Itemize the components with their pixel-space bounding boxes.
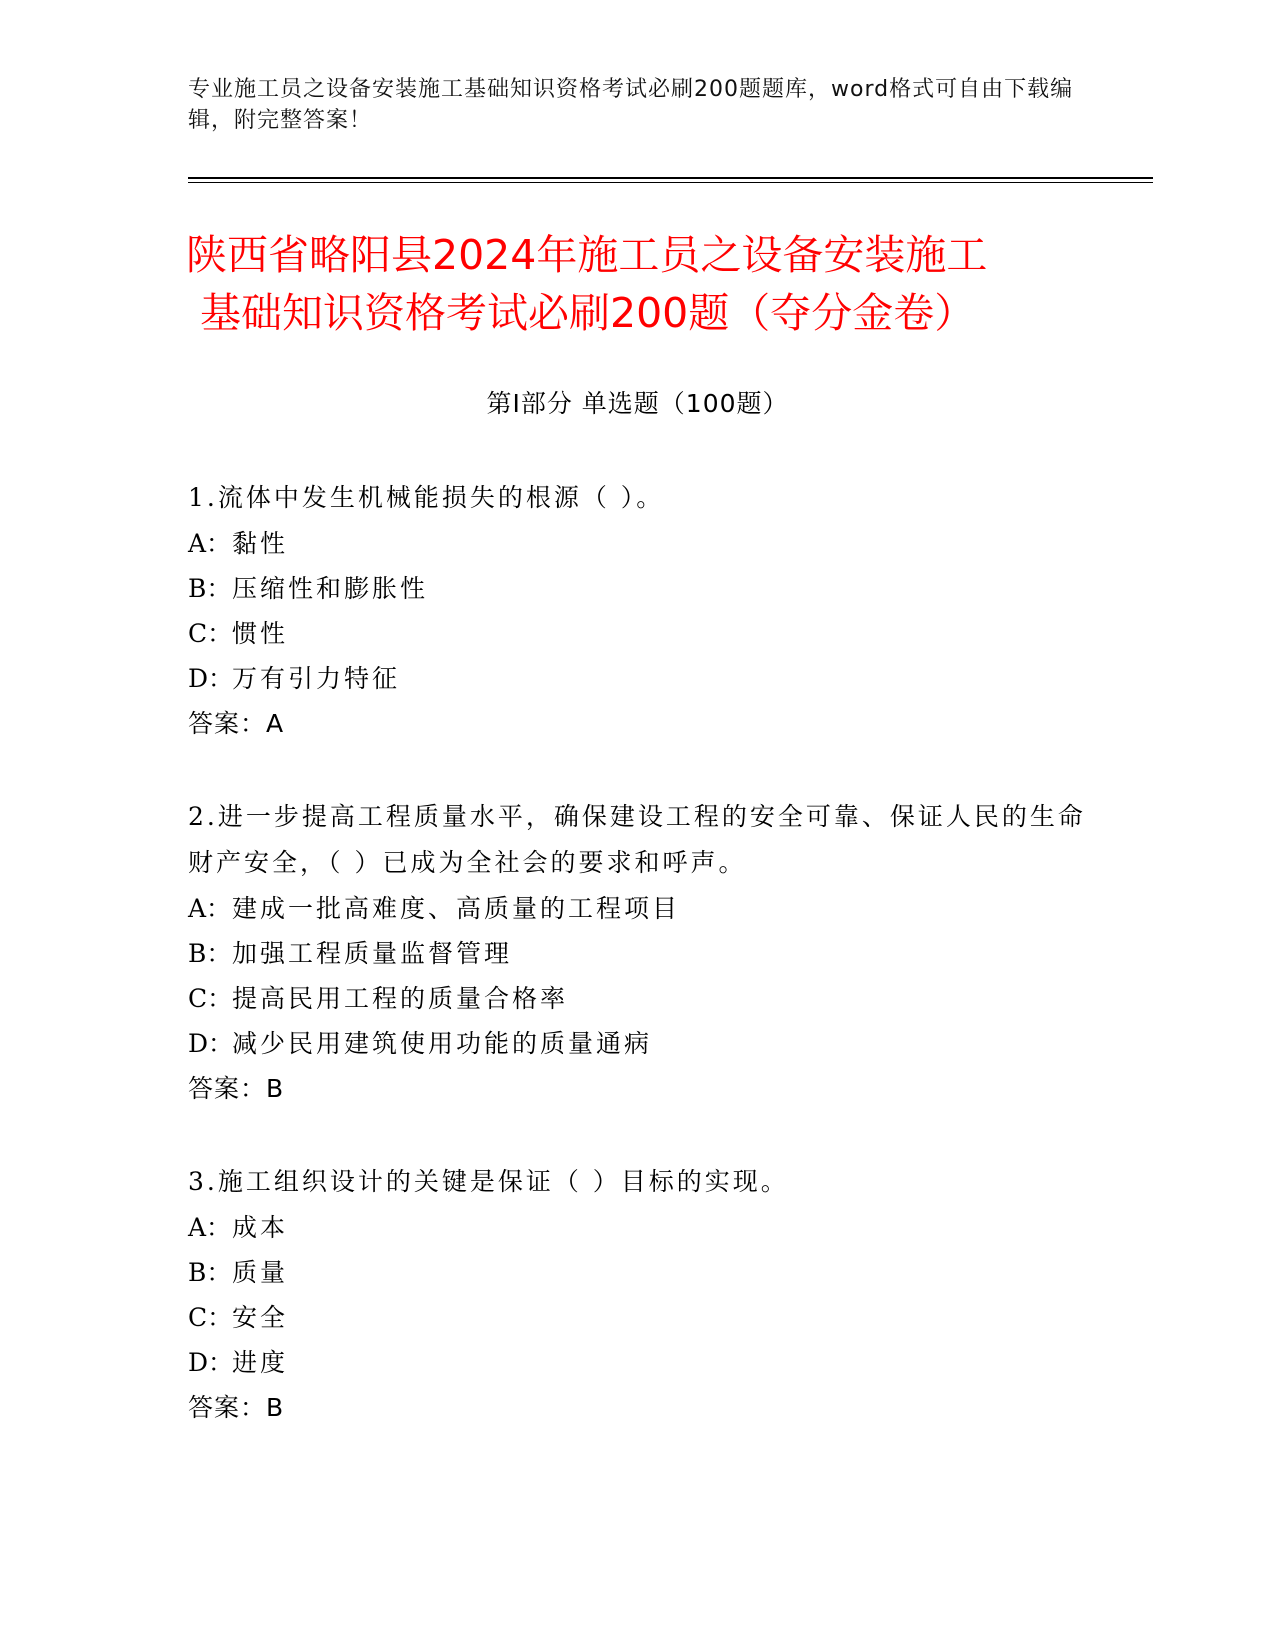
option-text: 成本: [232, 1213, 289, 1242]
option-text: 建成一批高难度、高质量的工程项目: [232, 894, 681, 923]
option-key: A：: [188, 1213, 232, 1242]
question-2: [188, 794, 1088, 1112]
option-a: [188, 1205, 1088, 1250]
option-text: 提高民用工程的质量合格率: [232, 984, 569, 1013]
option-text: 万有引力特征: [232, 664, 401, 693]
option-key: C：: [188, 1303, 233, 1332]
option-text: 惯性: [232, 619, 289, 648]
option-key: C：: [188, 984, 233, 1013]
document-title-line-1: 陕西省略阳县2024年施工员之设备安装施工: [186, 231, 988, 279]
option-key: D：: [188, 1348, 234, 1377]
header-note: 专业施工员之设备安装施工基础知识资格考试必刷200题题库，word格式可自由下载编辑，附完整答案！: [188, 77, 1074, 133]
option-key: B：: [188, 939, 232, 968]
option-b: [188, 1250, 1088, 1295]
document-title-line-2: 基础知识资格考试必刷200题（夺分金卷）: [200, 289, 976, 337]
option-key: D：: [188, 664, 234, 693]
question-list: [188, 475, 1088, 1478]
option-text: 安全: [232, 1303, 289, 1332]
option-key: C：: [188, 619, 233, 648]
option-key: A：: [188, 894, 232, 923]
answer-line: 答案：A: [188, 709, 285, 738]
option-key: A：: [188, 529, 232, 558]
answer-line: 答案：B: [188, 1393, 285, 1422]
option-text: 黏性: [232, 529, 289, 558]
answer-line: 答案：B: [188, 1074, 285, 1103]
option-c: [188, 976, 1088, 1021]
option-d: [188, 1340, 1088, 1385]
option-key: D：: [188, 1029, 234, 1058]
option-c: [188, 1295, 1088, 1340]
option-text: 质量: [232, 1258, 289, 1287]
document-title: [186, 226, 1096, 342]
question-stem: 3.施工组织设计的关键是保证（ ）目标的实现。: [188, 1167, 789, 1196]
option-key: B：: [188, 1258, 232, 1287]
question-3: [188, 1159, 1088, 1431]
option-b: [188, 931, 1088, 976]
option-a: [188, 521, 1088, 566]
option-text: 压缩性和膨胀性: [232, 574, 429, 603]
option-text: 进度: [232, 1348, 289, 1377]
option-b: [188, 566, 1088, 611]
question-1: [188, 475, 1088, 747]
option-text: 减少民用建筑使用功能的质量通病: [232, 1029, 653, 1058]
option-a: [188, 886, 1088, 931]
option-d: [188, 1021, 1088, 1066]
section-title: 第Ⅰ部分 单选题（100题）: [486, 389, 789, 418]
header-divider-thin: [188, 182, 1153, 183]
header-divider-thick: [188, 177, 1153, 179]
option-text: 加强工程质量监督管理: [232, 939, 513, 968]
option-d: [188, 656, 1088, 701]
question-stem: 2.进一步提高工程质量水平，确保建设工程的安全可靠、保证人民的生命财产安全，（ ）已成为全社会的要求和呼声。: [188, 802, 1086, 877]
option-c: [188, 611, 1088, 656]
question-stem: 1.流体中发生机械能损失的根源（ ）。: [188, 483, 665, 512]
option-key: B：: [188, 574, 232, 603]
